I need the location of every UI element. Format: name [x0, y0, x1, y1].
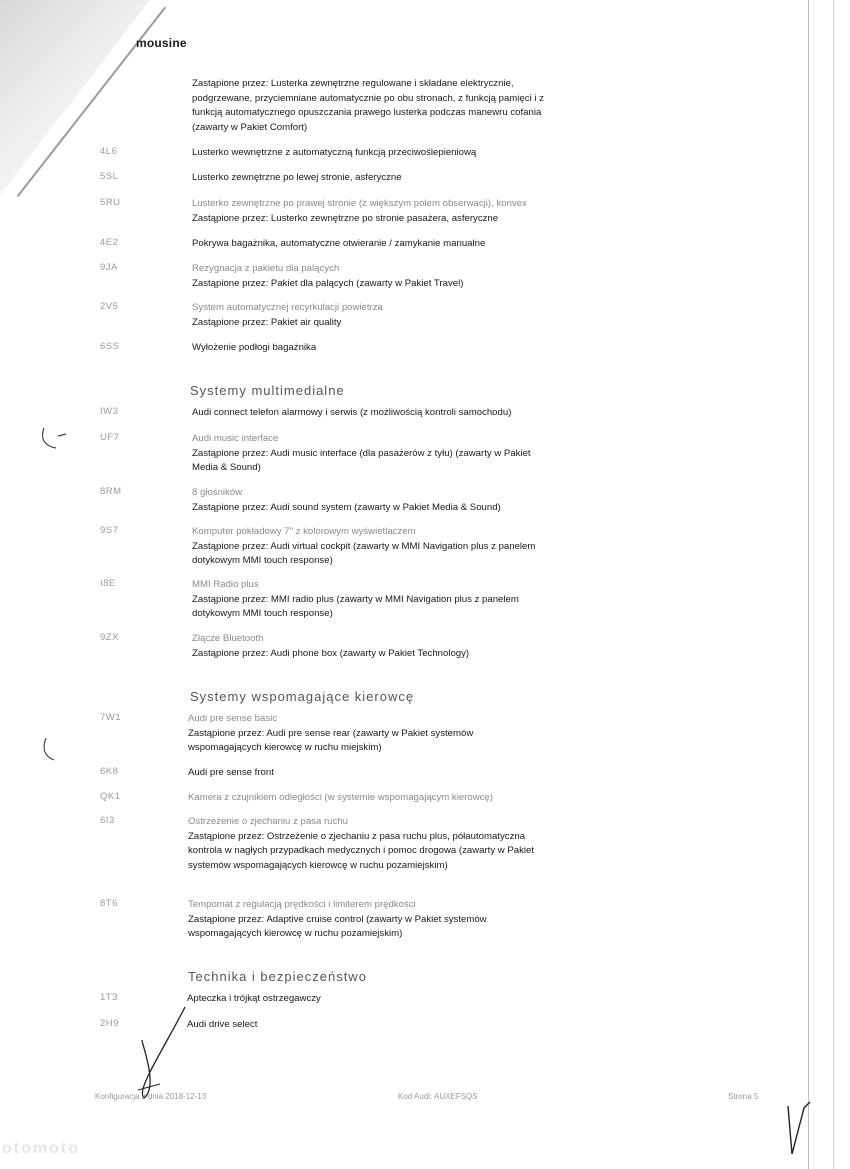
item-code: 5RU: [100, 197, 121, 208]
item-text: Apteczka i trójkąt ostrzegawczy: [187, 993, 321, 1004]
item-text: Pokrywa bagażnika, automatyczne otwieranie / zamykanie manualne: [192, 238, 486, 249]
item-text: Lusterko wewnętrzne z automatyczną funkcją przeciwoślepieniową: [192, 147, 477, 158]
item-code: 5SL: [100, 171, 119, 182]
page-edge-line-outer: [833, 0, 834, 1169]
item-original: Rezygnacja z pakietu dla palących: [192, 263, 340, 274]
item-text: Audi connect telefon alarmowy i serwis (z możliwością kontroli samochodu): [192, 407, 512, 418]
item-code: QK1: [100, 791, 121, 802]
item-code: 2V5: [100, 301, 119, 312]
item-text: Wyłożenie podłogi bagażnika: [192, 342, 317, 353]
page-edge-line: [808, 0, 809, 1169]
margin-tick-mark: [36, 420, 72, 456]
item-code: 7W1: [100, 712, 122, 723]
footer-page-number: Strona 5: [728, 1092, 759, 1101]
item-text: Zastąpione przez: Audi sound system (zawarty w Pakiet Media & Sound): [192, 501, 501, 513]
corner-initial-mark: [782, 1098, 816, 1160]
item-code: 6K8: [100, 766, 119, 777]
item-code: 6SS: [100, 341, 120, 352]
margin-tick-mark: [36, 734, 72, 770]
item-original: Kamera z czujnikiem odległości (w systemie wspomagającym kierowcę): [188, 792, 493, 803]
item-original: 8 głośników: [192, 487, 243, 498]
item-text: Zastąpione przez: Audi phone box (zawarty w Pakiet Technology): [192, 647, 470, 659]
item-text: Zastąpione przez: MMI radio plus (zawarty w MMI Navigation plus z panelem dotykowym MMI touch response): [192, 593, 519, 620]
item-text: Zastąpione przez: Lusterka zewnętrzne regulowane i składane elektrycznie, podgrzewane, przyciemniane automatycznie po obu stronach, z funkcją pamięci i z funkcją automatycznego opuszczania prawego lusterka podczas manewru cofania (zawarty w Pakiet Comfort): [192, 78, 544, 134]
item-text: Zastąpione przez: Audi music interface (dla pasażerów z tyłu) (zawarty w Pakiet Media & Sound): [192, 447, 531, 474]
item-text: Audi pre sense front: [188, 767, 274, 778]
item-code: 8T6: [100, 898, 118, 909]
item-original: Lusterko zewnętrzne po prawej stronie (z większym polem obserwacji), konvex: [192, 198, 527, 209]
item-text: Audi drive select: [187, 1019, 258, 1030]
item-original: Komputer pokładowy 7" z kolorowym wyświetlaczem: [192, 526, 416, 537]
section-heading-tech-safety: Technika i bezpieczeństwo: [188, 969, 367, 984]
item-code: 9ZX: [100, 632, 119, 643]
signature-mark: [130, 1002, 210, 1102]
item-original: MMI Radio plus: [192, 579, 259, 590]
footer-config-date: Konfiguracja z dnia 2018-12-13: [95, 1092, 207, 1101]
item-code: UF7: [100, 432, 120, 443]
section-heading-multimedia: Systemy multimedialne: [190, 383, 345, 398]
item-original: Audi pre sense basic: [188, 713, 278, 724]
item-original: Tempomat z regulacją prędkości i limiterem prędkości: [188, 899, 416, 910]
folded-corner: [0, 0, 150, 195]
item-original: Złącze Bluetooth: [192, 633, 264, 644]
item-original: System automatycznej recyrkulacji powietrza: [192, 302, 383, 313]
watermark: otomoto: [2, 1140, 80, 1157]
section-heading-driver-assist: Systemy wspomagające kierowcę: [190, 689, 415, 704]
page-title: mousine: [136, 36, 187, 50]
item-text: Zastąpione przez: Ostrzeżenie o zjechaniu z pasa ruchu plus, półautomatyczna kontrola w nagłych przypadkach medycznych i pomoc drogowa (zawarty w Pakiet systemów wspomagających kierowcę w ruchu pozamiejskim): [188, 830, 535, 872]
footer-audi-code: Kod Audi: AUXEFSQS: [398, 1092, 478, 1101]
item-text: Zastąpione przez: Pakiet dla palących (zawarty w Pakiet Travel): [192, 277, 464, 289]
item-code: IW3: [100, 406, 119, 417]
item-text: Zastąpione przez: Audi pre sense rear (zawarty w Pakiet systemów wspomagających kierowcę w ruchu miejskim): [188, 727, 474, 754]
item-code: 1T3: [100, 992, 118, 1003]
item-original: Ostrzeżenie o zjechaniu z pasa ruchu: [188, 816, 348, 827]
item-code: I8E: [100, 578, 116, 589]
item-text: Zastąpione przez: Pakiet air quality: [192, 316, 342, 328]
item-code: 9JA: [100, 262, 118, 273]
item-code: 4L6: [100, 146, 118, 157]
item-original: Audi music interface: [192, 433, 279, 444]
item-code: 2H9: [100, 1018, 119, 1029]
item-text: Zastąpione przez: Lusterko zewnętrzne po stronie pasażera, asferyczne: [192, 212, 499, 224]
item-code: 8RM: [100, 486, 122, 497]
item-code: 6I3: [100, 815, 115, 826]
item-code: 4E2: [100, 237, 119, 248]
item-text: Zastąpione przez: Adaptive cruise control (zawarty w Pakiet systemów wspomagających kierowcę w ruchu pozamiejskim): [188, 913, 487, 940]
item-code: 9S7: [100, 525, 119, 536]
item-text: Lusterko zewnętrzne po lewej stronie, asferyczne: [192, 172, 402, 183]
item-text: Zastąpione przez: Audi virtual cockpit (zawarty w MMI Navigation plus z panelem dotykowym MMI touch response): [192, 540, 536, 567]
